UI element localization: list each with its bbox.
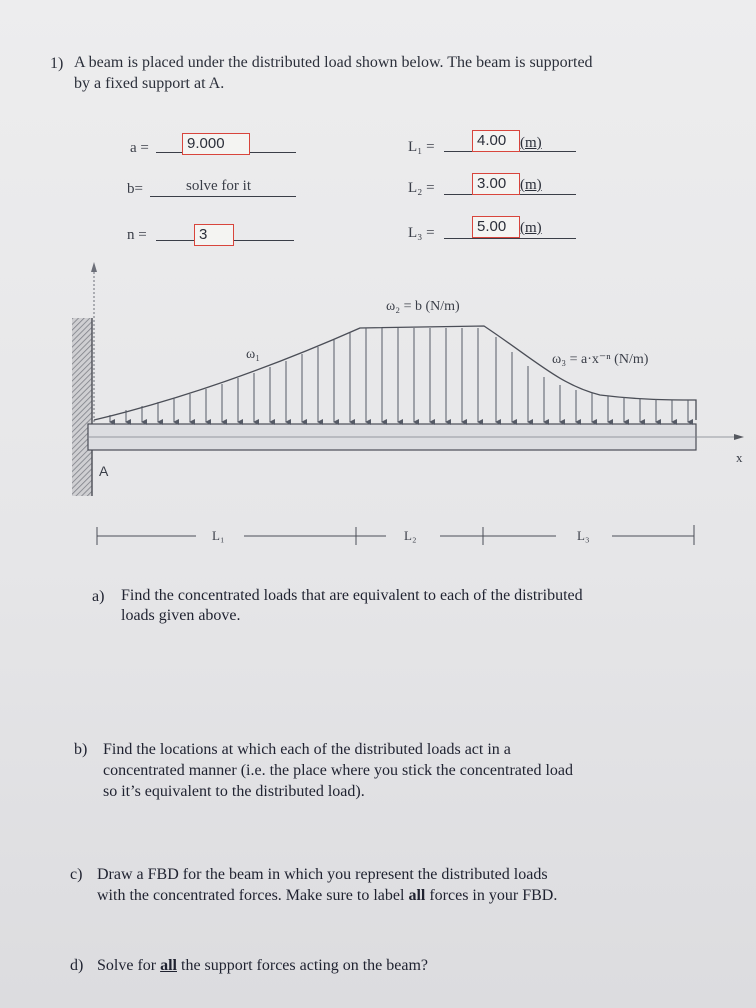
param-L3-unit: (m) — [520, 220, 542, 236]
distributed-load-profile — [94, 326, 696, 420]
problem-line-2: by a fixed support at A. — [74, 75, 225, 92]
param-a-value-box: 9.000 — [182, 133, 250, 155]
question-b-line-1: Find the locations at which each of the distributed loads act in a — [103, 741, 511, 758]
param-L1-label: L₁ = — [408, 139, 435, 155]
problem-number: 1) — [50, 55, 64, 72]
question-d-post: the support forces acting on the beam? — [177, 957, 429, 974]
question-a-line-2: loads given above. — [121, 607, 241, 624]
param-L2-value-box: 3.00 — [472, 173, 520, 195]
question-d-line — [97, 955, 428, 976]
question-c-letter: c) — [70, 866, 83, 883]
question-a-letter: a) — [92, 588, 105, 605]
question-c-line-2-post: forces in your FBD. — [425, 887, 558, 904]
load-arrows — [110, 328, 688, 422]
param-L1-unit: (m) — [520, 135, 542, 151]
fixed-support-wall — [72, 318, 92, 496]
question-c-emphasis-all: all — [408, 887, 426, 904]
support-A-label: A — [99, 463, 109, 479]
param-a-label: a = — [130, 140, 149, 156]
omega3-label: ω₃ = a·x⁻ⁿ (N/m) — [552, 352, 649, 367]
question-b-line-3: so it’s equivalent to the distributed load). — [103, 783, 365, 800]
x-axis-label: x — [736, 450, 743, 465]
param-L1-value-box: 4.00 — [472, 130, 520, 152]
param-b-label: b= — [127, 181, 143, 197]
param-L3-label: L₃ = — [408, 225, 435, 241]
question-a-line-1: Find the concentrated loads that are equivalent to each of the distributed — [121, 587, 583, 604]
question-c-line-2 — [97, 885, 557, 906]
param-n-label: n = — [127, 227, 147, 243]
dimension-line — [97, 525, 694, 545]
problem-line-1: A beam is placed under the distributed load shown below. The beam is supported — [74, 54, 593, 71]
x-axis-arrowhead — [734, 434, 744, 440]
param-n-value-box: 3 — [194, 224, 234, 246]
question-b-line-2: concentrated manner (i.e. the place where you stick the concentrated load — [103, 762, 573, 779]
dimension-L1-label: L₁ — [212, 528, 225, 543]
param-L3-value-box: 5.00 — [472, 216, 520, 238]
dimension-L2-label: L₂ — [404, 528, 417, 543]
param-b-value: solve for it — [186, 178, 251, 194]
param-L2-label: L₂ = — [408, 180, 435, 196]
question-c-line-1: Draw a FBD for the beam in which you represent the distributed loads — [97, 866, 548, 883]
question-d-letter: d) — [70, 957, 84, 974]
omega2-label: ω₂ = b (N/m) — [386, 299, 460, 314]
omega1-label: ω₁ — [246, 347, 261, 362]
question-b-letter: b) — [74, 741, 88, 758]
param-L2-unit: (m) — [520, 177, 542, 193]
question-c-line-2-pre: with the concentrated forces. Make sure to label — [97, 887, 409, 904]
question-d-emphasis-all: all — [160, 957, 177, 974]
question-d-pre: Solve for — [97, 957, 161, 974]
dimension-L3-label: L₃ — [577, 528, 590, 543]
vertical-axis-arrowhead — [91, 262, 97, 272]
